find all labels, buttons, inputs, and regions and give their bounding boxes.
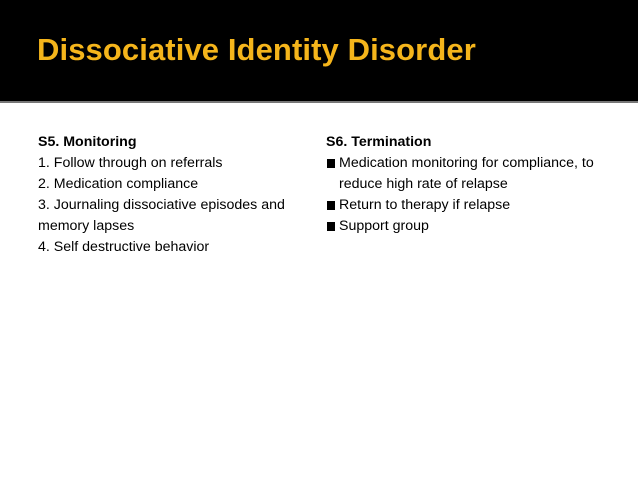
monitoring-item: 1. Follow through on referrals <box>38 155 223 171</box>
title-bar <box>0 0 638 101</box>
termination-bullet-text: Return to therapy if relapse <box>339 197 511 213</box>
termination-bullet-item <box>326 153 594 195</box>
square-bullet-icon <box>327 222 335 231</box>
monitoring-item: 4. Self destructive behavior <box>38 239 210 255</box>
monitoring-heading: S5. Monitoring <box>38 134 137 150</box>
monitoring-item: 2. Medication compliance <box>38 176 199 192</box>
square-bullet-icon <box>327 159 335 168</box>
termination-bullet-text: Medication monitoring for compliance, to reduce high rate of relapse <box>339 155 594 192</box>
termination-heading: S6. Termination <box>326 134 432 150</box>
termination-column <box>326 132 594 237</box>
monitoring-column <box>38 132 298 258</box>
slide-content <box>0 103 638 479</box>
square-bullet-icon <box>327 201 335 210</box>
termination-bullet-text: Support group <box>339 218 429 234</box>
termination-bullet-item <box>326 195 594 216</box>
monitoring-item: 3. Journaling dissociative episodes and memory lapses <box>38 197 285 234</box>
slide-title: Dissociative Identity Disorder <box>37 32 476 67</box>
termination-bullet-item <box>326 216 594 237</box>
